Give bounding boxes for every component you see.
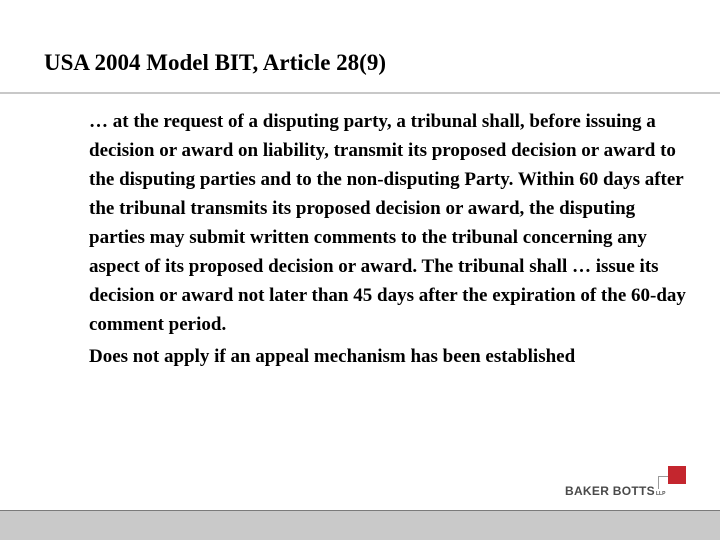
logo-red-square — [668, 466, 686, 484]
slide-title: USA 2004 Model BIT, Article 28(9) — [44, 50, 386, 75]
logo-name: BAKER BOTTS — [565, 484, 655, 498]
slide-body — [89, 107, 689, 371]
paragraph-quote: … at the request of a disputing party, a tribunal shall, before issuing a decision or award on liability, transmit its proposed decision or award to the disputing parties and to the non-disputing Party. Within 60 days after the tribunal transmits its proposed decision or award, the disputing parties may submit written comments to the tribunal concerning any aspect of its proposed decision or award. The tribunal shall … issue its decision or award not later than 45 days after the expiration of the 60-day comment period. — [89, 111, 686, 335]
footer-band — [0, 511, 720, 540]
logo-suffix: LLP — [655, 491, 666, 497]
logo-wordmark — [565, 484, 665, 498]
baker-botts-logo — [563, 462, 687, 512]
paragraph-note: Does not apply if an appeal mechanism has been established — [89, 346, 576, 367]
title-divider — [0, 92, 720, 94]
